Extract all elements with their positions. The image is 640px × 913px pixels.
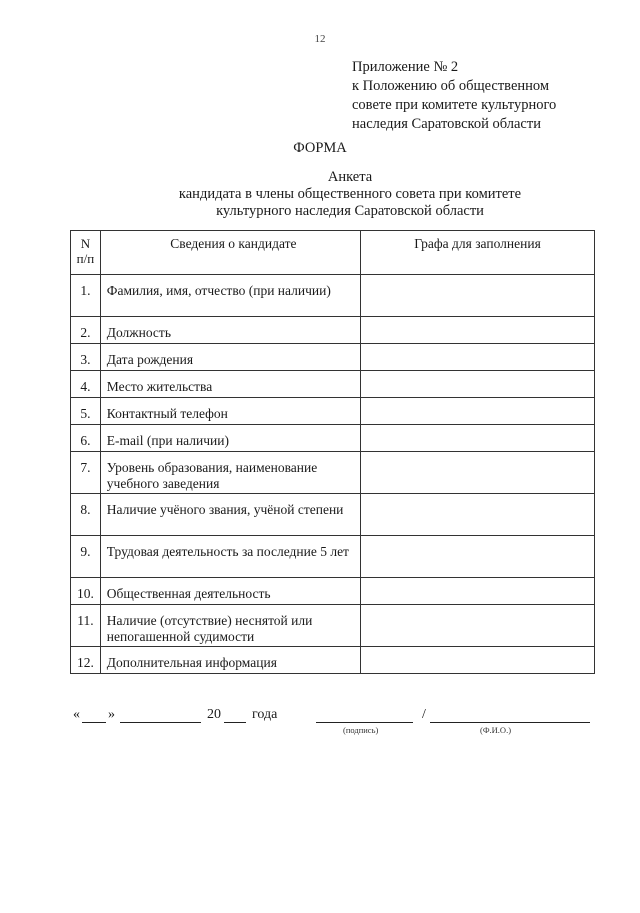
row-info-cell (100, 317, 360, 344)
row-fill-cell[interactable] (361, 371, 595, 398)
table-row (71, 452, 595, 494)
header-fill-in-label: Графа для заполнения (414, 236, 541, 251)
full-name-caption: (Ф.И.О.) (480, 725, 512, 735)
row-number: 8. (80, 502, 91, 517)
signature-caption: (подпись) (343, 725, 379, 735)
year-word: года (252, 707, 278, 722)
row-info-label: Уровень образования, наименование учебного заведения (106, 460, 318, 491)
title-line: Анкета (327, 169, 373, 185)
row-number: 6. (80, 433, 91, 448)
row-number-cell (71, 605, 101, 647)
month-blank[interactable] (120, 722, 201, 723)
table-row (71, 605, 595, 647)
title-line: культурного наследия Саратовской области (216, 203, 484, 219)
row-fill-cell[interactable] (361, 317, 595, 344)
date-quote-open: « (73, 707, 80, 722)
row-fill-cell[interactable] (361, 647, 595, 674)
page-number: 12 (314, 33, 326, 45)
row-info-label: Дата рождения (106, 352, 194, 367)
table-row (71, 578, 595, 605)
document-title (60, 169, 640, 220)
form-label: ФОРМА (293, 140, 347, 156)
day-blank[interactable] (82, 722, 106, 723)
table-header-row (71, 231, 595, 275)
row-info-label: E-mail (при наличии) (106, 433, 229, 448)
row-number-cell (71, 647, 101, 674)
row-info-cell (100, 647, 360, 674)
row-number-cell (71, 398, 101, 425)
table-row (71, 317, 595, 344)
header-fill-in (361, 231, 595, 275)
row-fill-cell[interactable] (361, 275, 595, 317)
table-row (71, 647, 595, 674)
row-fill-cell[interactable] (361, 605, 595, 647)
appendix-line: наследия Саратовской области (352, 116, 541, 132)
row-info-cell (100, 605, 360, 647)
row-number-cell (71, 494, 101, 536)
row-number: 1. (80, 283, 91, 298)
row-number: 11. (77, 613, 94, 628)
row-number-cell (71, 371, 101, 398)
row-number: 4. (80, 379, 91, 394)
row-number-cell (71, 275, 101, 317)
row-number: 5. (80, 406, 91, 421)
row-info-cell (100, 536, 360, 578)
row-info-label: Место жительства (106, 379, 213, 394)
row-info-cell (100, 275, 360, 317)
slash: / (422, 707, 426, 722)
row-info-label: Наличие (отсутствие) неснятой или непогашенной судимости (106, 613, 313, 644)
table-row (71, 494, 595, 536)
row-fill-cell[interactable] (361, 398, 595, 425)
row-fill-cell[interactable] (361, 536, 595, 578)
appendix-line: к Положению об общественном (352, 78, 550, 94)
row-info-cell (100, 398, 360, 425)
row-fill-cell[interactable] (361, 425, 595, 452)
year-prefix: 20 (207, 707, 221, 722)
row-info-cell (100, 578, 360, 605)
header-number-line1: N (80, 236, 91, 251)
header-candidate-info-label: Сведения о кандидате (170, 236, 297, 251)
row-info-label: Общественная деятельность (106, 586, 271, 601)
signature-blank[interactable] (316, 722, 413, 723)
table-row (71, 398, 595, 425)
table-row (71, 275, 595, 317)
row-number-cell (71, 317, 101, 344)
row-info-cell (100, 494, 360, 536)
row-number: 2. (80, 325, 91, 340)
table-row (71, 536, 595, 578)
row-info-cell (100, 344, 360, 371)
table-row (71, 371, 595, 398)
row-number: 12. (76, 655, 94, 670)
row-info-label: Фамилия, имя, отчество (при наличии) (106, 283, 331, 298)
year-blank[interactable] (224, 722, 246, 723)
appendix-line: Приложение № 2 (352, 59, 459, 75)
row-info-label: Должность (106, 325, 171, 340)
row-info-label: Трудовая деятельность за последние 5 лет (106, 544, 349, 559)
header-number-line2: п/п (76, 251, 95, 266)
questionnaire-table (70, 230, 595, 674)
row-fill-cell[interactable] (361, 578, 595, 605)
row-number-cell (71, 344, 101, 371)
row-number-cell (71, 425, 101, 452)
table-row (71, 425, 595, 452)
appendix-heading (352, 58, 556, 134)
row-number: 10. (76, 586, 94, 601)
table-row (71, 344, 595, 371)
row-number-cell (71, 452, 101, 494)
full-name-blank[interactable] (430, 722, 590, 723)
header-number (71, 231, 101, 275)
row-info-cell (100, 425, 360, 452)
appendix-line: совете при комитете культурного (352, 97, 557, 113)
row-number-cell (71, 536, 101, 578)
row-number: 9. (80, 544, 91, 559)
row-fill-cell[interactable] (361, 344, 595, 371)
row-info-label: Контактный телефон (106, 406, 228, 421)
date-quote-close: » (108, 707, 115, 722)
title-line: кандидата в члены общественного совета при комитете (178, 186, 522, 202)
row-info-cell (100, 452, 360, 494)
signature-footer (0, 705, 640, 755)
row-number: 7. (80, 460, 91, 475)
row-info-cell (100, 371, 360, 398)
row-number-cell (71, 578, 101, 605)
header-candidate-info (100, 231, 360, 275)
row-info-label: Наличие учёного звания, учёной степени (106, 502, 344, 517)
row-number: 3. (80, 352, 91, 367)
row-fill-cell[interactable] (361, 452, 595, 494)
row-info-label: Дополнительная информация (106, 655, 277, 670)
row-fill-cell[interactable] (361, 494, 595, 536)
